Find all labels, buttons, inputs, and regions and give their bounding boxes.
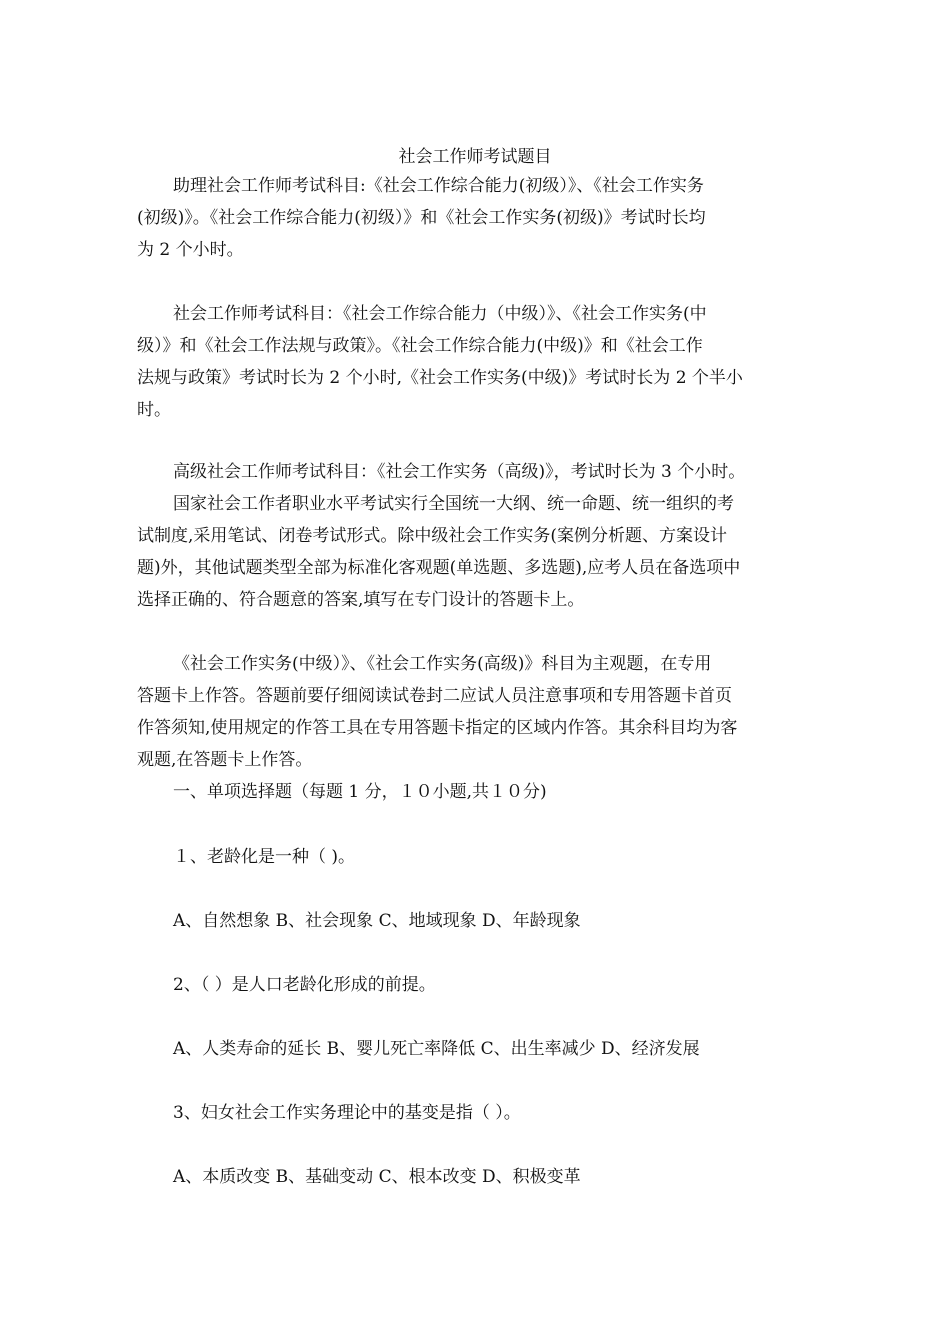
text-line: 答题卡上作答。答题前要仔细阅读试卷封二应试人员注意事项和专用答题卡首页 bbox=[137, 686, 732, 706]
question-1-options: A、自然想象 B、社会现象 C、地域现象 D、年龄现象 bbox=[173, 911, 581, 931]
text-line: 国家社会工作者职业水平考试实行全国统一大纲、统一命题、统一组织的考 bbox=[173, 494, 734, 514]
section-heading: 一、单项选择题（每题 1 分，１０小题,共１０分) bbox=[173, 782, 547, 802]
text-line: 助理社会工作师考试科目:《社会工作综合能力(初级）》、《社会工作实务 bbox=[173, 176, 704, 196]
paragraph-senior-exam bbox=[137, 456, 827, 616]
paragraph-assistant-exam bbox=[137, 170, 827, 266]
text-line: 社会工作师考试科目：《社会工作综合能力（中级）》、《社会工作实务(中 bbox=[173, 304, 707, 324]
text-line: 观题,在答题卡上作答。 bbox=[137, 750, 313, 770]
text-line: 为 2 个小时。 bbox=[137, 240, 244, 260]
question-2-options: A、人类寿命的延长 B、婴儿死亡率降低 C、出生率减少 D、经济发展 bbox=[173, 1039, 700, 1059]
text-line: 《社会工作实务(中级）》、《社会工作实务(高级)》科目为主观题，在专用 bbox=[173, 654, 712, 674]
text-line: (初级)》。《社会工作综合能力(初级）》和《社会工作实务(初级)》考试时长均 bbox=[137, 208, 706, 228]
text-line: 法规与政策》考试时长为 2 个小时,《社会工作实务(中级)》考试时长为 2 个半小 bbox=[137, 368, 743, 388]
text-line: 选择正确的、符合题意的答案,填写在专门设计的答题卡上。 bbox=[137, 590, 585, 610]
text-line: 作答须知,使用规定的作答工具在专用答题卡指定的区域内作答。其余科目均为客 bbox=[137, 718, 738, 738]
question-3-stem: 3、妇女社会工作实务理论中的基变是指（ ）。 bbox=[173, 1103, 521, 1123]
text-line: 时。 bbox=[137, 400, 171, 420]
text-line: 题)外，其他试题类型全部为标准化客观题(单选题、多选题),应考人员在备选项中 bbox=[137, 558, 741, 578]
paragraph-intermediate-exam bbox=[137, 298, 827, 426]
question-2-stem: 2、（ ）是人口老龄化形成的前提。 bbox=[173, 975, 436, 995]
text-line: 高级社会工作师考试科目：《社会工作实务（高级)》，考试时长为 3 个小时。 bbox=[173, 462, 746, 482]
question-3-options: A、本质改变 B、基础变动 C、根本改变 D、积极变革 bbox=[173, 1167, 581, 1187]
paragraph-subjective-answers bbox=[137, 648, 827, 808]
text-line: 级）》和《社会工作法规与政策》。《社会工作综合能力(中级)》和《社会工作 bbox=[137, 336, 703, 356]
question-1-stem: １、老龄化是一种（ )。 bbox=[173, 847, 356, 867]
document-title: 社会工作师考试题目 bbox=[398, 147, 552, 167]
text-line: 试制度,采用笔试、闭卷考试形式。除中级社会工作实务(案例分析题、方案设计 bbox=[137, 526, 728, 546]
